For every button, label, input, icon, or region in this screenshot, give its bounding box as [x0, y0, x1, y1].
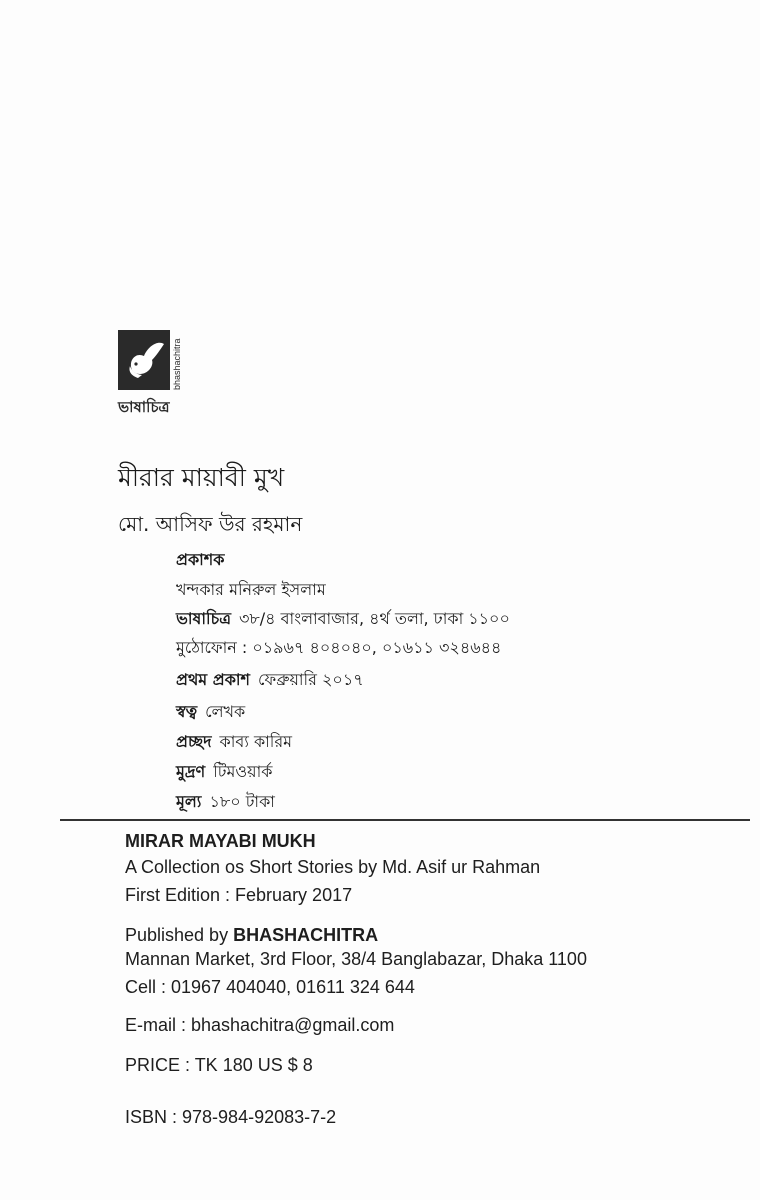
publisher-logo: [118, 330, 190, 422]
address-value: ৩৮/৪ বাংলাবাজার, ৪র্থ তলা, ঢাকা ১১০০: [239, 609, 510, 628]
price-label: মূল্য: [176, 792, 202, 811]
phone-value: মুঠোফোন : ০১৯৬৭ ৪০৪০৪০, ০১৬১১ ৩২৪৬৪৪: [176, 638, 502, 657]
copyright-label: স্বত্ব: [176, 702, 198, 721]
first-edition-line: [176, 668, 364, 692]
bangla-author: মো. আসিফ উর রহমান: [118, 512, 303, 536]
print-value: টিমওয়ার্ক: [213, 762, 273, 781]
english-title: MIRAR MAYABI MUKH: [125, 831, 316, 851]
published-by-name: BHASHACHITRA: [233, 925, 379, 945]
english-subtitle: A Collection os Short Stories by Md. Asif ur Rahman: [125, 857, 541, 877]
publisher-label: প্রকাশক: [176, 550, 225, 569]
cover-value: কাব্য কারিম: [219, 732, 293, 751]
copyright-value: লেখক: [205, 702, 246, 721]
phone-line: [176, 636, 501, 660]
cover-line: [176, 730, 292, 754]
address-label: ভাষাচিত্র: [176, 609, 231, 628]
english-isbn: ISBN : 978-984-92083-7-2: [125, 1107, 337, 1127]
logo-wordmark: ভাষাচিত্র: [118, 398, 170, 416]
copyright-line: [176, 700, 245, 724]
english-address: Mannan Market, 3rd Floor, 38/4 Banglabazar, Dhaka 1100: [125, 949, 587, 969]
logo-vertical-text: bhashachitra: [172, 338, 182, 390]
divider-rule: [60, 819, 750, 821]
bird-icon: [118, 330, 170, 390]
price-value: ১৮০ টাকা: [209, 792, 275, 811]
english-edition: First Edition : February 2017: [125, 885, 353, 905]
publisher-name: খন্দকার মনিরুল ইসলাম: [176, 580, 326, 599]
published-by-label: Published by: [125, 925, 234, 945]
published-by-line: [125, 924, 378, 946]
first-edition-label: প্রথম প্রকাশ: [176, 670, 251, 689]
first-edition-value: ফেব্রুয়ারি ২০১৭: [258, 670, 364, 689]
logo-box: [118, 330, 170, 390]
address-line: [176, 607, 510, 631]
print-line: [176, 760, 272, 784]
english-email: E-mail : bhashachitra@gmail.com: [125, 1015, 395, 1035]
price-line: [176, 790, 275, 814]
english-cell: Cell : 01967 404040, 01611 324 644: [125, 977, 415, 997]
cover-label: প্রচ্ছদ: [176, 732, 212, 751]
english-price: PRICE : TK 180 US $ 8: [125, 1055, 313, 1075]
bangla-book-title: মীরার মায়াবী মুখ: [118, 463, 285, 492]
print-label: মুদ্রণ: [176, 762, 206, 781]
publisher-name-line: [176, 578, 326, 602]
publisher-label-line: [176, 548, 232, 572]
